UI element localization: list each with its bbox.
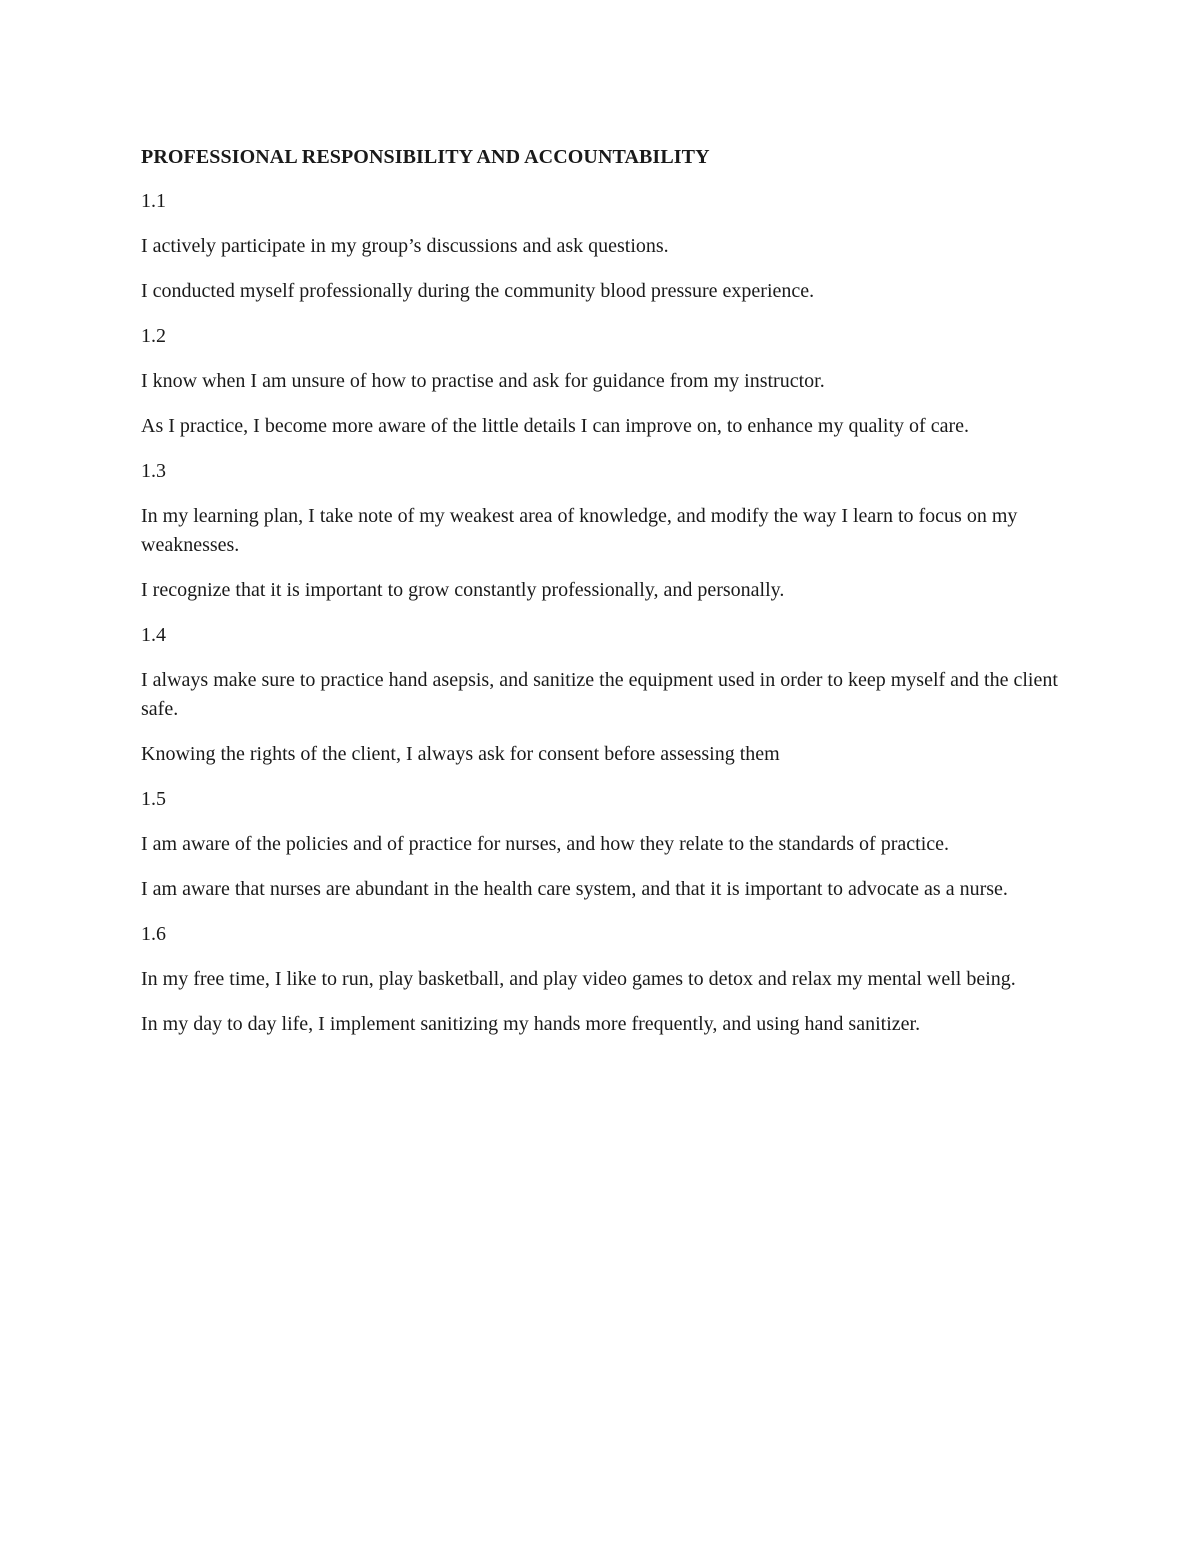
paragraph: I am aware of the policies and of practice for nurses, and how they relate to the standards of practice.	[141, 833, 949, 855]
paragraph: I know when I am unsure of how to practise and ask for guidance from my instructor.	[141, 370, 825, 392]
section-number: 1.1	[141, 190, 166, 212]
document-body	[141, 143, 1071, 1055]
paragraph: I conducted myself professionally during the community blood pressure experience.	[141, 280, 815, 302]
paragraph: In my learning plan, I take note of my weakest area of knowledge, and modify the way I learn to focus on my weaknesses.	[141, 505, 1018, 556]
paragraph: In my free time, I like to run, play basketball, and play video games to detox and relax my mental well being.	[141, 968, 1016, 990]
paragraph: I actively participate in my group’s discussions and ask questions.	[141, 235, 669, 257]
document-title: PROFESSIONAL RESPONSIBILITY AND ACCOUNTABILITY	[141, 146, 710, 168]
paragraph: I always make sure to practice hand asepsis, and sanitize the equipment used in order to keep myself and the client safe.	[141, 669, 1058, 720]
paragraph: As I practice, I become more aware of the little details I can improve on, to enhance my quality of care.	[141, 415, 969, 437]
section-number: 1.4	[141, 624, 166, 646]
paragraph: I am aware that nurses are abundant in the health care system, and that it is important to advocate as a nurse.	[141, 878, 1008, 900]
paragraph: In my day to day life, I implement sanitizing my hands more frequently, and using hand sanitizer.	[141, 1013, 921, 1035]
section-number: 1.3	[141, 460, 166, 482]
paragraph: Knowing the rights of the client, I always ask for consent before assessing them	[141, 743, 780, 765]
section-number: 1.2	[141, 325, 166, 347]
paragraph: I recognize that it is important to grow constantly professionally, and personally.	[141, 579, 785, 601]
section-number: 1.6	[141, 923, 166, 945]
section-number: 1.5	[141, 788, 166, 810]
